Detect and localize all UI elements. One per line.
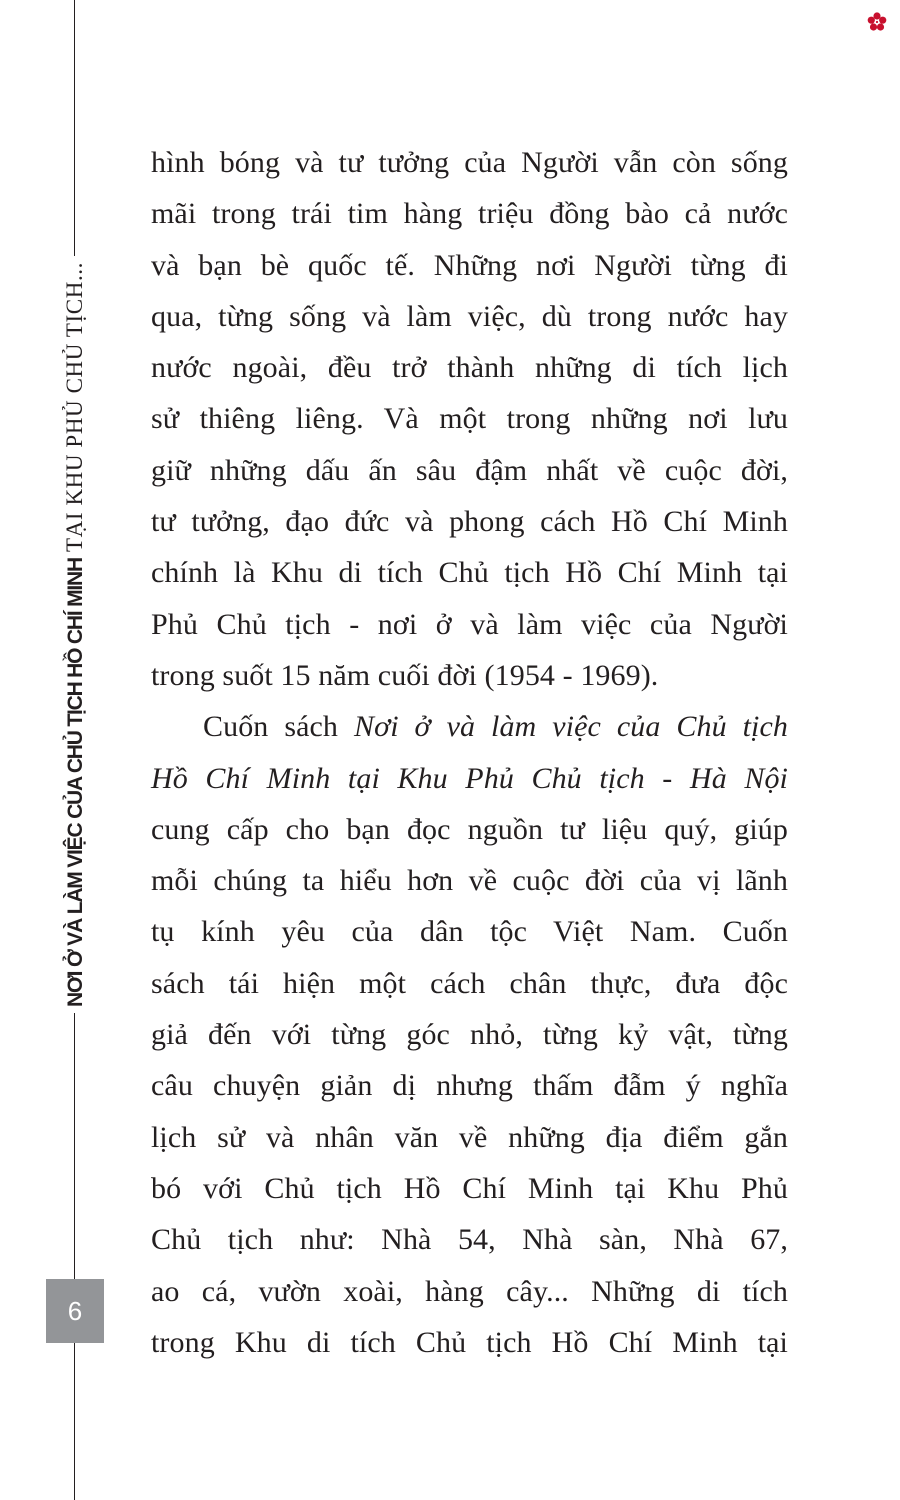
text-line: sử thiêng liêng. Và một trong những nơi lưu bbox=[151, 402, 788, 436]
text-line: lịch sử và nhân văn về những địa điểm gắn bbox=[151, 1120, 788, 1154]
text-line: giữ những dấu ấn sâu đậm nhất về cuộc đời, bbox=[151, 453, 788, 487]
text-line bbox=[151, 701, 788, 752]
flower-icon bbox=[866, 11, 888, 33]
text-line: Chủ tịch như: Nhà 54, Nhà sàn, Nhà 67, bbox=[151, 1223, 788, 1257]
text-line: và bạn bè quốc tế. Những nơi Người từng đi bbox=[151, 248, 788, 282]
text-line: mãi trong trái tim hàng triệu đồng bào cả nước bbox=[151, 197, 788, 231]
text-line: chính là Khu di tích Chủ tịch Hồ Chí Minh tại bbox=[151, 556, 788, 590]
text-plain: Cuốn sách bbox=[203, 710, 354, 744]
text-line: câu chuyện giản dị nhưng thấm đẫm ý nghĩa bbox=[151, 1069, 788, 1103]
paragraph-1 bbox=[151, 137, 788, 701]
running-header-light: TẠI KHU PHỦ CHỦ TỊCH... bbox=[62, 262, 87, 553]
page-number-text: 6 bbox=[67, 1295, 83, 1326]
text-line: nước ngoài, đều trở thành những di tích lịch bbox=[151, 351, 788, 385]
text-line bbox=[151, 753, 788, 804]
body-text bbox=[151, 137, 788, 1368]
text-line: Phủ Chủ tịch - nơi ở và làm việc của Người bbox=[151, 607, 788, 641]
text-line: tụ kính yêu của dân tộc Việt Nam. Cuốn bbox=[151, 915, 788, 949]
text-line: trong suốt 15 năm cuối đời (1954 - 1969). bbox=[151, 658, 659, 692]
running-header bbox=[63, 256, 87, 1013]
text-line: bó với Chủ tịch Hồ Chí Minh tại Khu Phủ bbox=[151, 1171, 788, 1205]
text-line: cung cấp cho bạn đọc nguồn tư liệu quý, giúp bbox=[151, 812, 788, 846]
text-line: hình bóng và tư tưởng của Người vẫn còn sống bbox=[151, 146, 788, 179]
page-number bbox=[46, 1279, 104, 1343]
text-line: mỗi chúng ta hiểu hơn về cuộc đời của vị lãnh bbox=[151, 864, 788, 898]
running-header-bold: NƠI Ở VÀ LÀM VIỆC CỦA CHỦ TỊCH HỒ CHÍ MINH bbox=[64, 558, 87, 1007]
text-line: sách tái hiện một cách chân thực, đưa độc bbox=[151, 966, 788, 1000]
paragraph-2 bbox=[151, 701, 788, 1368]
text-line: tư tưởng, đạo đức và phong cách Hồ Chí Minh bbox=[151, 505, 788, 539]
book-title-part-2: Hồ Chí Minh tại Khu Phủ Chủ tịch - Hà Nội bbox=[151, 761, 788, 795]
book-title-part-1: Nơi ở và làm việc của Chủ tịch bbox=[353, 710, 788, 744]
text-line: giả đến với từng góc nhỏ, từng kỷ vật, từng bbox=[151, 1018, 788, 1052]
text-line: qua, từng sống và làm việc, dù trong nước hay bbox=[151, 299, 788, 333]
text-line: trong Khu di tích Chủ tịch Hồ Chí Minh tại bbox=[151, 1325, 788, 1359]
text-line: ao cá, vườn xoài, hàng cây... Những di tích bbox=[151, 1274, 788, 1308]
